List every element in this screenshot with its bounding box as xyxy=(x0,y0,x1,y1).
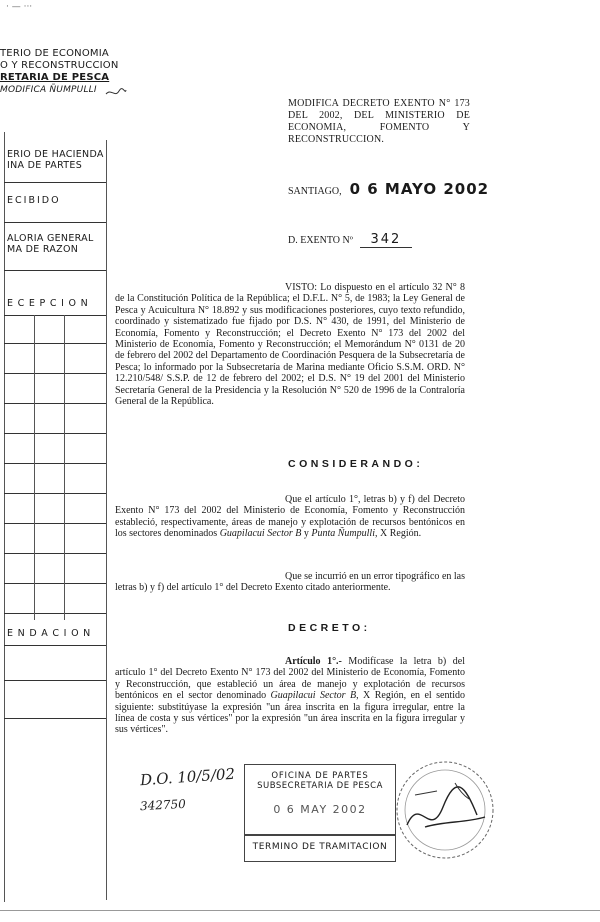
top-marks: · — ··· xyxy=(6,2,33,12)
stamp-line2: SUBSECRETARIA DE PESCA xyxy=(257,781,383,791)
divider xyxy=(4,182,106,183)
ministry-line2: O Y RECONSTRUCCION xyxy=(0,60,119,71)
stamp-line1: OFICINA DE PARTES xyxy=(271,771,369,781)
divider xyxy=(4,222,106,223)
stamp-date: 0 6 MAY 2002 xyxy=(273,803,367,816)
stamp-footer: TERMINO DE TRAMITACION xyxy=(252,842,388,852)
sector-name: Punta Ñumpulli xyxy=(311,528,375,540)
ministry-header xyxy=(0,48,119,96)
ministry-line1: TERIO DE ECONOMIA xyxy=(0,48,109,59)
contraloria-line2: MA DE RAZON xyxy=(7,244,79,255)
considerando-p1-text: Que el artículo 1°, letras b) y f) del Decreto Exento N° 173 del 2002 del Ministerio de Economía, Fomento y Reconstrucción estableció, respectivamente, áreas de manejo y explotación de recursos bentónicos en los sectores denominados xyxy=(115,494,465,540)
considerando-p1-end: , X Región. xyxy=(374,528,422,540)
handwritten-number: 342750 xyxy=(139,796,187,814)
visto-paragraph: VISTO: Lo dispuesto en el artículo 32 N° 8 de la Constitución Política de la República; el D.F.L. N° 5, de 1983; la Ley General de Pesca y Acuicultura N° 18.892 y sus modificaciones posteriores, cuyo texto refundido, coordinado y sistematizado fue fijado por D.S. N° 430, de 1991, del Ministerio de Economía, Fomento y Reconstrucción; el Decreto Exento N° 173 del 2002 del Ministerio de Economía, Fomento y Reconstrucción; el Memorándum N° 0131 de 20 de febrero del 2002 del Departamento de Coordinación Pesquera de la Subsecretaría de Pesca; lo informado por la Subsecretaría de Marina mediante Oficio S.S.M. ORD. N° 12.210/548/ S.S.P. de 12 de febrero del 2002; el D.S. N° 19 del 2001 del Ministerio Secretaría General de la Presidencia y la Resolución N° 520 de 1996 de la Contraloría General de la República. xyxy=(115,282,465,408)
considerando-p1-mid: y xyxy=(301,528,312,540)
hacienda-box xyxy=(7,149,104,171)
divider xyxy=(4,718,106,719)
decreto-heading: DECRETO: xyxy=(288,622,371,634)
endacion-label: E N D A C I O N xyxy=(7,628,92,639)
considerando-p1 xyxy=(115,494,465,540)
article-label: Artículo 1°.- xyxy=(285,656,342,667)
considerando-heading: CONSIDERANDO: xyxy=(288,458,424,470)
pen-mark-icon xyxy=(105,86,127,100)
office-stamp xyxy=(244,764,396,836)
tramitacion-box xyxy=(244,834,396,862)
contraloria-box xyxy=(7,233,94,255)
recepcion-grid xyxy=(4,315,106,620)
date-stamp: 0 6 MAYO 2002 xyxy=(349,180,490,198)
recibido-label: ECIBIDO xyxy=(7,195,61,206)
article-text-end: , X Región, en el sentido siguiente: substitúyase la expresión "un área inscrita en la figura irregular, entre la línea de costa y sus vértices" por la expresión "un área inscrita en la figura irregular y sus vértices". xyxy=(115,690,466,736)
exento-label: D. EXENTO Nº xyxy=(288,235,353,246)
handwritten-note: D.O. 10/5/02 xyxy=(139,764,236,790)
divider xyxy=(4,645,106,646)
exento-number: 342 xyxy=(360,232,412,248)
subject-text: MODIFICA DECRETO EXENTO N° 173 DEL 2002, DEL MINISTERIO DE ECONOMIA, FOMENTO Y RECONSTRUCCION. xyxy=(288,98,470,145)
bottom-rule xyxy=(0,910,600,911)
decreto-article xyxy=(115,656,465,736)
hacienda-line2: INA DE PARTES xyxy=(7,160,83,171)
sidebar-right-border xyxy=(106,140,107,900)
divider xyxy=(4,680,106,681)
sector-name: Guapilacui Sector B xyxy=(270,690,357,702)
recepcion-label: E C E P C I O N xyxy=(7,298,89,309)
divider xyxy=(4,270,106,271)
article-text: Modifícase la letra b) del artículo 1° del Decreto Exento N° 173 del 2002 del Ministerio de Economía, Fomento y Reconstrucción, que estableció un área de manejo y explotación de recursos bentónicos en el sector denominado xyxy=(115,656,465,702)
date-place: SANTIAGO, xyxy=(288,186,342,197)
considerando-p2: Que se incurrió en un error tipográfico en las letras b) y f) del artículo 1° del Decreto Exento citado anteriormente. xyxy=(115,571,465,594)
exento-line xyxy=(288,230,412,248)
hacienda-line1: ERIO DE HACIENDA xyxy=(7,149,104,160)
ministry-line4: MODIFICA ÑUMPULLI xyxy=(0,85,97,95)
signature-seal-graphic xyxy=(385,755,500,865)
contraloria-line1: ALORIA GENERAL xyxy=(7,233,94,244)
ministry-line3: RETARIA DE PESCA xyxy=(0,72,110,83)
date-line xyxy=(288,180,489,199)
sector-name: Guapilacui Sector B xyxy=(219,528,302,540)
